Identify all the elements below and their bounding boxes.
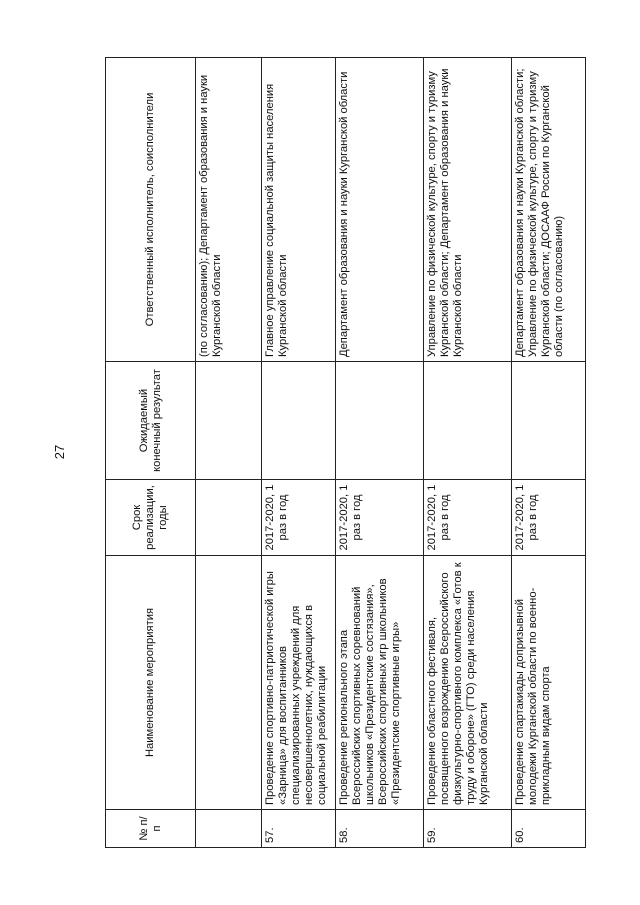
cell-name: Проведение регионального этапа Всероссийских спортивных соревнований школьников «Президентские состязания», Всероссийских спортивных игр школьников «Президентские спортивные игры» — [336, 556, 424, 810]
cell-executor: Главное управление социальной защиты населения Курганской области — [262, 58, 336, 362]
table-row — [336, 58, 424, 848]
table-row — [424, 58, 512, 848]
column-header-term: Срок реализации, годы — [106, 480, 196, 556]
rotated-page-content — [105, 58, 585, 848]
cell-number: 60. — [512, 810, 586, 848]
cell-name: Проведение спортивно-патриотической игры «Зарница» для воспитанников специализированных учреждений для несовершеннолетних, нуждающихся в социальной реабилитации — [262, 556, 336, 810]
cell-executor: Управление по физической культуре, спорту и туризму Курганской области; Департамент образования и науки Курганской области — [424, 58, 512, 362]
table-row — [196, 58, 262, 848]
cell-result — [196, 362, 262, 480]
page-number: 27 — [52, 444, 67, 460]
cell-number: 58. — [336, 810, 424, 848]
column-header-result: Ожидаемый конечный результат — [106, 362, 196, 480]
cell-number: 59. — [424, 810, 512, 848]
cell-term: 2017-2020, 1 раз в год — [336, 480, 424, 556]
events-table — [105, 57, 586, 848]
cell-term: 2017-2020, 1 раз в год — [262, 480, 336, 556]
cell-term: 2017-2020, 1 раз в год — [424, 480, 512, 556]
column-header-executor: Ответственный исполнитель, соисполнители — [106, 58, 196, 362]
cell-number: 57. — [262, 810, 336, 848]
cell-name: Проведение спартакиады допризывной молодежи Курганской области по военно-прикладным видам спорта — [512, 556, 586, 810]
table-row — [262, 58, 336, 848]
cell-result — [336, 362, 424, 480]
cell-term — [196, 480, 262, 556]
cell-number — [196, 810, 262, 848]
cell-term: 2017-2020, 1 раз в год — [512, 480, 586, 556]
cell-result — [512, 362, 586, 480]
cell-name — [196, 556, 262, 810]
cell-executor: Департамент образования и науки Курганской области — [336, 58, 424, 362]
table-row — [512, 58, 586, 848]
cell-result — [262, 362, 336, 480]
cell-executor: (по согласованию); Департамент образования и науки Курганской области — [196, 58, 262, 362]
cell-executor: Департамент образования и науки Курганской области; Управление по физической культуре, спорту и туризму Курганской области; ДОСААФ России по Курганской области (по согласованию) — [512, 58, 586, 362]
column-header-number: № п/п — [106, 810, 196, 848]
table-header-row — [106, 58, 196, 848]
column-header-name: Наименование мероприятия — [106, 556, 196, 810]
cell-result — [424, 362, 512, 480]
cell-name: Проведение областного фестиваля, посвященного возрождению Всероссийского физкультурно-спортивного комплекса «Готов к труду и обороне» (ГТО) среди населения Курганской области — [424, 556, 512, 810]
